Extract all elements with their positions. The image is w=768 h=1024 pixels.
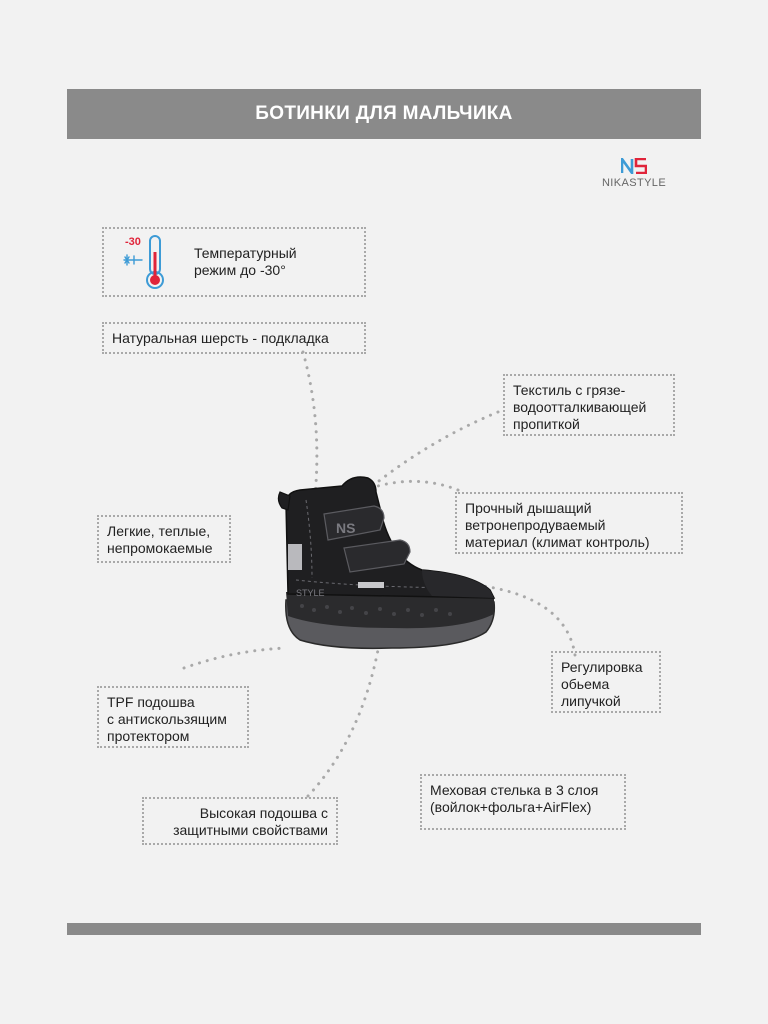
light-line-2: непромокаемые [107,540,213,556]
sole-line-2: с антискользящим [107,711,227,727]
boot-reflective-patch [288,544,302,570]
boot-tongue-logo: NS [336,520,356,536]
velcro-line-2: обьема [561,676,610,692]
textile-line-3: пропиткой [513,416,580,432]
brand-name: NIKASTYLE [601,177,667,189]
textile-line-1: Текстиль с грязе- [513,382,626,398]
boot-toe-cap [422,570,494,598]
high-sole-line-1: Высокая подошва с [199,805,328,821]
material-line-1: Прочный дышащий [465,500,592,516]
temperature-callout [102,227,366,297]
high-sole-line-2: защитными свойствами [173,822,328,838]
temperature-line-1: Температурный [194,245,297,261]
nikastyle-logo-icon [621,158,647,174]
velcro-callout [551,651,661,713]
sole-line-1: TPF подошва [107,694,195,710]
boot-illustration [272,470,498,656]
lining-text: Натуральная шерсть - подкладка [112,330,329,346]
light-callout [97,515,231,563]
textile-callout [503,374,675,436]
material-line-2: ветронепродуваемый [465,517,606,533]
thermometer-snowflake-icon [112,232,168,292]
boot-label [358,582,384,588]
temperature-icon-value: -30 [125,236,141,248]
page-title: БОТИНКИ ДЛЯ МАЛЬЧИКА [255,103,513,124]
light-line-1: Легкие, теплые, [107,523,211,539]
brand-logo [598,158,670,189]
boot-side-brand: STYLE [296,588,325,598]
material-line-3: материал (климат контроль) [465,534,650,550]
sole-line-3: протектором [107,728,190,744]
temperature-line-2: режим до -30° [194,262,286,278]
leader-high-sole [308,650,378,796]
lining-callout [102,322,366,354]
insole-callout [420,774,626,830]
high-sole-callout [142,797,338,845]
textile-line-2: водоотталкивающей [513,399,647,415]
velcro-line-3: липучкой [561,693,621,709]
insole-line-2: (войлок+фольга+AirFlex) [430,799,592,815]
velcro-line-1: Регулировка [561,659,643,675]
sole-callout [97,686,249,748]
boot-pull-tab [278,492,290,510]
insole-line-1: Меховая стелька в 3 слоя [430,782,599,798]
footer-bar [67,923,701,935]
header-bar [67,89,701,139]
